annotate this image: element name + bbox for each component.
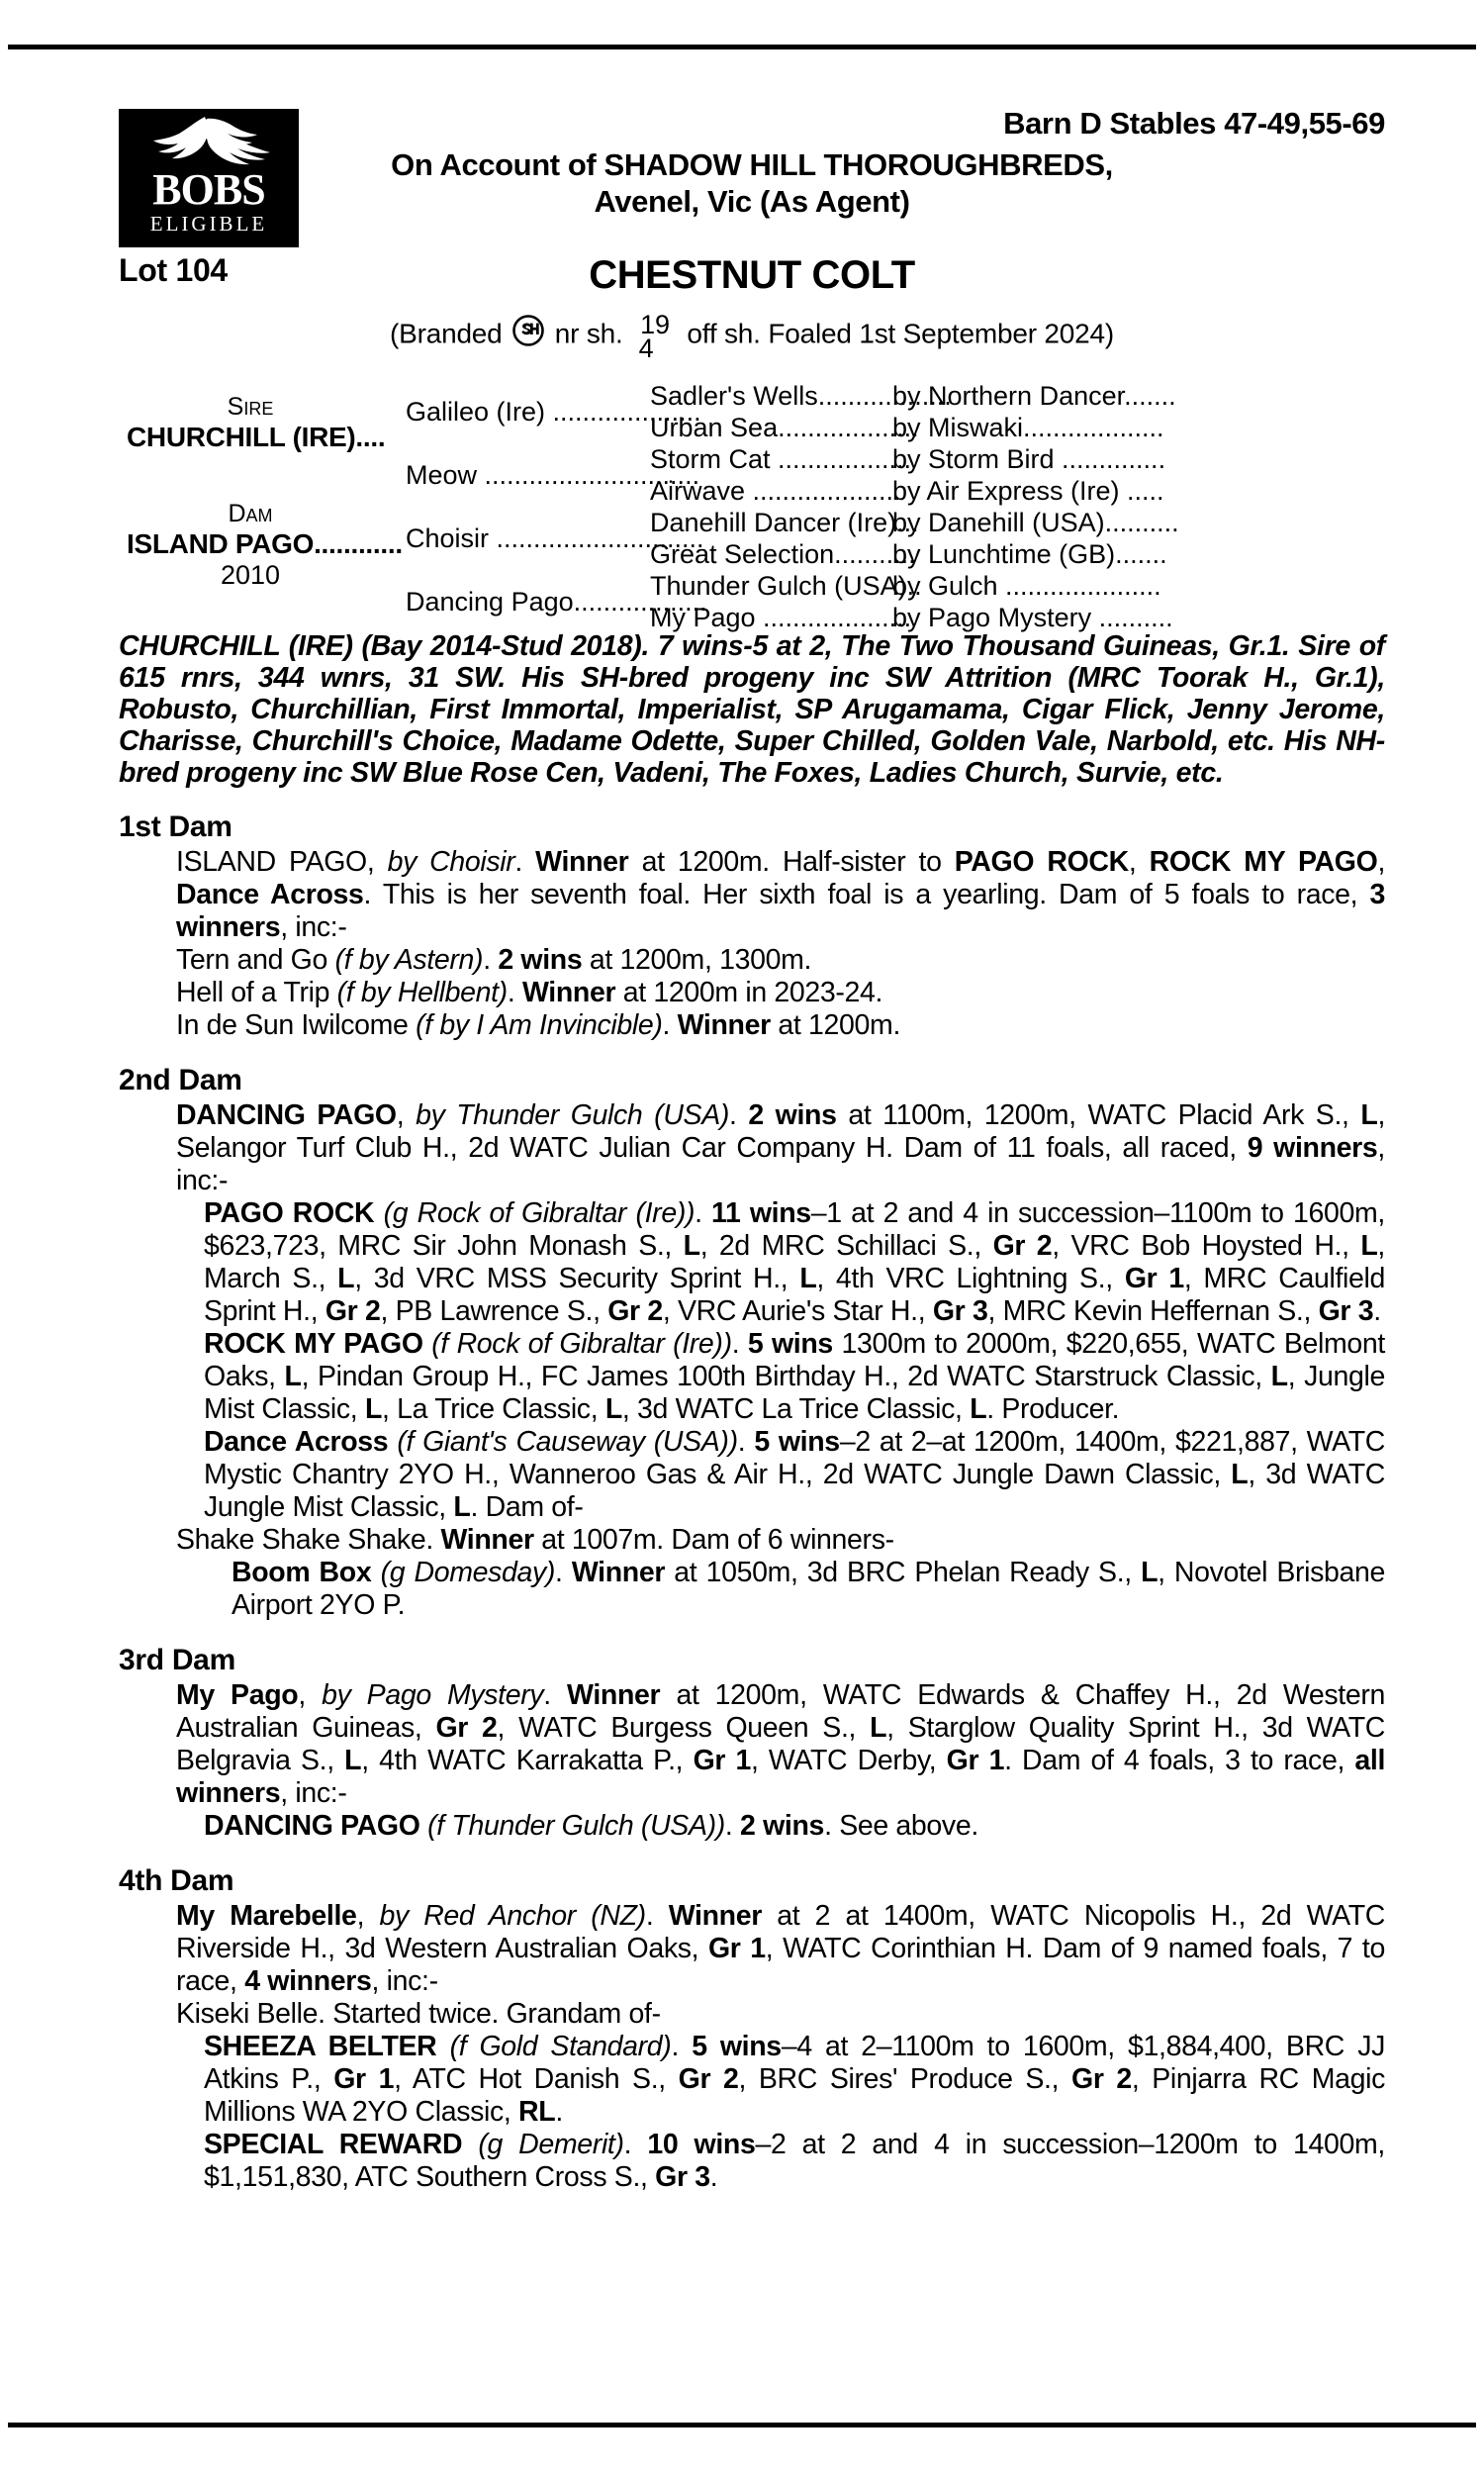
brand-suffix-text: off sh. Foaled 1st September 2024) xyxy=(687,318,1115,349)
sh-monogram-brand-icon xyxy=(511,314,545,355)
page-header xyxy=(119,94,1385,252)
pedigree-great-grandparent: Sadler's Wells.................. xyxy=(650,381,952,411)
sire-block xyxy=(127,393,385,453)
barn-stables-text: Barn D Stables 47-49,55-69 xyxy=(1003,106,1385,141)
pedigree-fourth-gen: by Danehill (USA).......... xyxy=(892,508,1179,537)
pedigree-great-grandparent: Danehill Dancer (Ire)... xyxy=(650,508,919,537)
pedigree-entry: My Marebelle, by Red Anchor (NZ). Winner at 2 at 1400m, WATC Nicopolis H., 2d WATC Riverside H., 3d Western Australian Oaks, Gr 1, WATC Corinthian H. Dam of 9 named foals, 7 to race, 4 winners, inc:- xyxy=(176,1900,1386,1997)
page-top-rule xyxy=(8,45,1476,49)
dam-block xyxy=(127,500,403,591)
account-line-1: On Account of SHADOW HILL THOROUGHBREDS, xyxy=(391,147,1113,182)
pedigree-grandparent: Galileo (Ire) .................... xyxy=(406,397,701,427)
pedigree-fourth-gen: by Air Express (Ire) ..... xyxy=(892,476,1164,506)
dam-year: 2010 xyxy=(220,560,281,590)
pedigree-great-grandparent: Airwave .................... xyxy=(650,476,901,506)
pedigree-great-grandparent: Storm Cat .................. xyxy=(650,444,912,474)
brand-mid-text: nr sh. xyxy=(554,318,623,349)
dam-section-heading: 2nd Dam xyxy=(119,1064,242,1096)
bobs-logo-text: BOBS xyxy=(152,165,265,214)
pedigree-entry: Boom Box (g Domesday). Winner at 1050m, 3d BRC Phelan Ready S., L, Novotel Brisbane Airport 2YO P. xyxy=(232,1557,1386,1621)
pedigree-entry: DANCING PAGO, by Thunder Gulch (USA). 2 wins at 1100m, 1200m, WATC Placid Ark S., L, Selangor Turf Club H., 2d WATC Julian Car Company H. Dam of 11 foals, all raced, 9 winners, inc:- xyxy=(176,1099,1386,1196)
pedigree-fourth-gen: by Pago Mystery .......... xyxy=(892,603,1173,632)
pedigree-great-grandparent: Great Selection........... xyxy=(650,539,916,569)
pedigree-entry: ROCK MY PAGO (f Rock of Gibraltar (Ire)). 5 wins 1300m to 2000m, $220,655, WATC Belmont Oaks, L, Pindan Group H., FC James 100th Birthday H., 2d WATC Starstruck Classic, L, Jungle Mist Classic, L, La Trice Classic, L, 3d WATC La Trice Classic, L. Producer. xyxy=(204,1328,1385,1425)
pedigree-entry: My Pago, by Pago Mystery. Winner at 1200m, WATC Edwards & Chaffey H., 2d Western Australian Guineas, Gr 2, WATC Burgess Queen S., L, Starglow Quality Sprint H., 3d WATC Belgravia S., L, 4th WATC Karrakatta P., Gr 1, WATC Derby, Gr 1. Dam of 4 foals, 3 to race, all winners, inc:- xyxy=(176,1679,1386,1809)
pedigree-entry: ISLAND PAGO, by Choisir. Winner at 1200m. Half-sister to PAGO ROCK, ROCK MY PAGO, Dance Across. This is her seventh foal. Her sixth foal is a yearling. Dam of 5 foals to race, 3 winners, inc:- xyxy=(176,846,1386,943)
pedigree-grandparent: Meow ............................. xyxy=(406,460,700,490)
lot-number: Lot 104 xyxy=(119,252,228,288)
sire-label: Sire xyxy=(227,393,274,421)
dam-sections xyxy=(119,810,1385,2194)
pedigree-great-grandparent: Urban Sea................... xyxy=(650,413,919,442)
branding-description xyxy=(119,310,1385,363)
pedigree-entry: Kiseki Belle. Started twice. Grandam of- xyxy=(176,1998,661,2030)
pedigree-entry: PAGO ROCK (g Rock of Gibraltar (Ire)). 11 wins–1 at 2 and 4 in succession–1100m to 1600m, $623,723, MRC Sir John Monash S., L, 2d MRC Schillaci S., Gr 2, VRC Bob Hoysted H., L, March S., L, 3d VRC MSS Security Sprint H., L, 4th VRC Lightning S., Gr 1, MRC Caulfield Sprint H., Gr 2, PB Lawrence S., Gr 2, VRC Aurie's Star H., Gr 3, MRC Kevin Heffernan S., Gr 3. xyxy=(204,1197,1385,1327)
pedigree-entry: SPECIAL REWARD (g Demerit). 10 wins–2 at 2 and 4 in succession–1200m to 1400m, $1,151,830, ATC Southern Cross S., Gr 3. xyxy=(204,2129,1386,2193)
brand-prefix-text: (Branded xyxy=(389,318,503,349)
dam-name: ISLAND PAGO............ xyxy=(127,528,403,559)
pedigree-fourth-gen: by Miswaki................... xyxy=(892,413,1164,442)
lot-title-row xyxy=(119,252,1385,308)
pedigree-entry: Tern and Go (f by Astern). 2 wins at 1200m, 1300m. xyxy=(176,944,812,976)
sire-name: CHURCHILL (IRE).... xyxy=(127,422,386,452)
pedigree-grandparent: Choisir ............................ xyxy=(406,523,704,553)
dam-label: Dam xyxy=(228,500,273,527)
pedigree-entry: Dance Across (f Giant's Causeway (USA)). 5 wins–2 at 2–at 1200m, 1400m, $221,887, WATC Mystic Chantry 2YO H., Wanneroo Gas & Air H., 2d WATC Jungle Dawn Classic, L, 3d WATC Jungle Mist Classic, L. Dam of- xyxy=(204,1426,1386,1523)
pedigree-entry: Shake Shake Shake. Winner at 1007m. Dam of 6 winners- xyxy=(176,1524,894,1556)
dam-section-heading: 1st Dam xyxy=(119,810,232,843)
pedigree-entry: SHEEZA BELTER (f Gold Standard). 5 wins–4 at 2–1100m to 1600m, $1,884,400, BRC JJ Atkins P., Gr 1, ATC Hot Danish S., Gr 2, BRC Sires' Produce S., Gr 2, Pinjarra RC Magic Millions WA 2YO Classic, RL. xyxy=(204,2031,1386,2128)
bobs-logo-subtext: ELIGIBLE xyxy=(149,212,268,236)
page-content xyxy=(119,94,1385,2194)
dam-section-heading: 4th Dam xyxy=(119,1864,234,1897)
brand-numerator: 19 xyxy=(640,310,670,339)
pedigree-entry: Hell of a Trip (f by Hellbent). Winner at 1200m in 2023-24. xyxy=(176,977,883,1008)
pedigree-great-grandparent: Thunder Gulch (USA).. xyxy=(650,571,922,601)
pedigree-grandparent: Dancing Pago.................. xyxy=(406,587,707,617)
brand-number-fraction xyxy=(638,310,670,363)
account-vendor-text xyxy=(119,146,1385,220)
brand-denominator: 4 xyxy=(638,333,654,363)
pedigree-fourth-gen: by Storm Bird .............. xyxy=(892,444,1166,474)
dam-section-heading: 3rd Dam xyxy=(119,1644,235,1676)
page-title: CHESTNUT COLT xyxy=(589,253,915,297)
pedigree-entry: DANCING PAGO (f Thunder Gulch (USA)). 2 wins. See above. xyxy=(204,1810,978,1842)
pedigree-fourth-gen: by Northern Dancer....... xyxy=(892,381,1176,411)
pedigree-fourth-gen: by Gulch ..................... xyxy=(892,571,1161,601)
sire-summary-paragraph: CHURCHILL (IRE) (Bay 2014-Stud 2018). 7 wins-5 at 2, The Two Thousand Guineas, Gr.1. Sire of 615 rnrs, 344 wnrs, 31 SW. His SH-bred progeny inc SW Attrition (MRC Toorak H., Gr.1), Robusto, Churchillian, First Immortal, Imperialist, SP Arugamama, Cigar Flick, Jenny Jerome, Charisse, Churchill's Choice, Madame Odette, Super Chilled, Golden Vale, Narbold, etc. His NH-bred progeny inc SW Blue Rose Cen, Vadeni, The Foxes, Ladies Church, Survie, etc. xyxy=(119,630,1385,789)
pedigree-entry: In de Sun Iwilcome (f by I Am Invincible). Winner at 1200m. xyxy=(176,1009,901,1041)
page-bottom-rule xyxy=(8,2423,1476,2427)
pedigree-fourth-gen: by Lunchtime (GB)....... xyxy=(892,539,1167,569)
pedigree-great-grandparent: My Pago .................... xyxy=(650,603,912,632)
pedigree-table xyxy=(119,381,1385,632)
account-line-2: Avenel, Vic (As Agent) xyxy=(594,184,910,219)
